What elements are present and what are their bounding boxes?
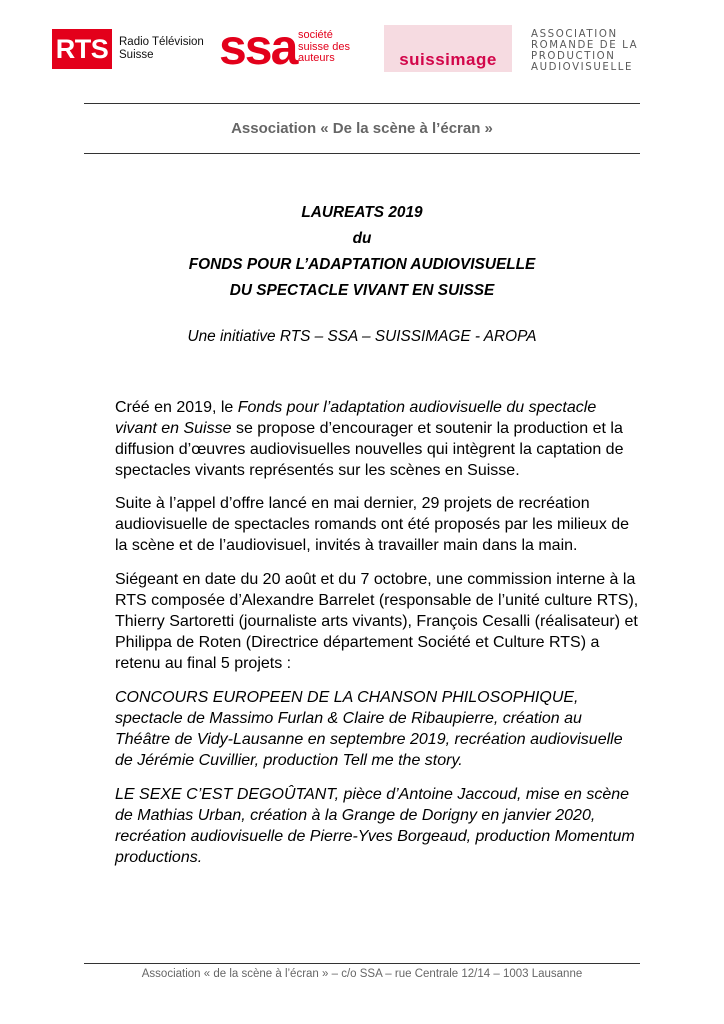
paragraph-intro [115, 397, 640, 481]
ssa-logo-line3: auteurs [298, 52, 335, 64]
top-divider [84, 103, 640, 104]
suissimage-logo: suissimage [399, 50, 497, 69]
association-heading: Association « De la scène à l’écran » [231, 120, 493, 137]
arpa-logo-line: AUDIOVISUELLE [531, 62, 634, 73]
arpa-logo-line: ASSOCIATION [531, 29, 618, 40]
rts-logo-text [119, 36, 204, 62]
arpa-logo-line: PRODUCTION [531, 51, 616, 62]
rts-logo-line2: Suisse [119, 49, 154, 61]
ssa-logo-text [298, 30, 350, 65]
paragraph-call: Suite à l’appel d’offre lancé en mai dernier, 29 projets de recréation audiovisuelle de spectacles romands ont été proposés par les milieux de la scène et de l’audiovisuel, invités à travailler main dans la main. [115, 495, 630, 554]
ssa-logo: ssa [219, 19, 297, 75]
footer-address: Association « de la scène à l’écran » – c/o SSA – rue Centrale 12/14 – 1003 Lausanne [141, 968, 583, 980]
footer-divider [84, 963, 640, 964]
laureate-2: LE SEXE C’EST DEGOÛTANT, pièce d’Antoine Jaccoud, mise en scène de Mathias Urban, création à la Grange de Dorigny en janvier 2020, recréation audiovisuelle de Pierre-Yves Borgeaud, production Momentum productions. [115, 786, 635, 866]
title-line-1: LAUREATS 2019 [301, 204, 423, 221]
ssa-logo-line2: suisse des [298, 40, 350, 53]
ssa-logo-line1: société [298, 29, 333, 41]
paragraph-intro-a: Créé en 2019, le [115, 399, 238, 416]
paragraph-commission: Siégeant en date du 20 août et du 7 octobre, une commission interne à la RTS composée d’Alexandre Barrelet (responsable de l’unité culture RTS), Thierry Sartoretti (journaliste arts vivants), François Cesalli (réalisateur) et Philippa de Roten (Directrice département Société et Culture RTS) a retenu au final 5 projets : [115, 571, 639, 672]
arpa-logo [531, 29, 638, 73]
title-line-2: du [352, 230, 372, 247]
fund-name: Fonds pour l’adaptation audiovisuelle du spectacle vivant en Suisse [115, 399, 597, 437]
rts-logo-line1: Radio Télévision [119, 36, 204, 48]
initiative-subtitle: Une initiative RTS – SSA – SUISSIMAGE - AROPA [187, 328, 537, 345]
arpa-logo-line: ROMANDE DE LA [531, 40, 639, 51]
rts-logo: RTS [52, 29, 112, 69]
title-line-4: DU SPECTACLE VIVANT EN SUISSE [229, 282, 495, 299]
title-line-3: FONDS POUR L’ADAPTATION AUDIOVISUELLE [188, 256, 536, 273]
header-divider [84, 153, 640, 154]
paragraph-intro-c: se propose d’encourager et soutenir la production et la diffusion d’œuvres audiovisuelles nouvelles qui intègrent la captation de spectacles vivants représentés sur les scènes en Suisse. [115, 420, 624, 479]
laureate-1: CONCOURS EUROPEEN DE LA CHANSON PHILOSOPHIQUE, spectacle de Massimo Furlan & Claire de Ribaupierre, création au Théâtre de Vidy-Lausanne en septembre 2019, recréation audiovisuelle de Jérémie Cuvillier, production Tell me the story. [115, 689, 623, 769]
